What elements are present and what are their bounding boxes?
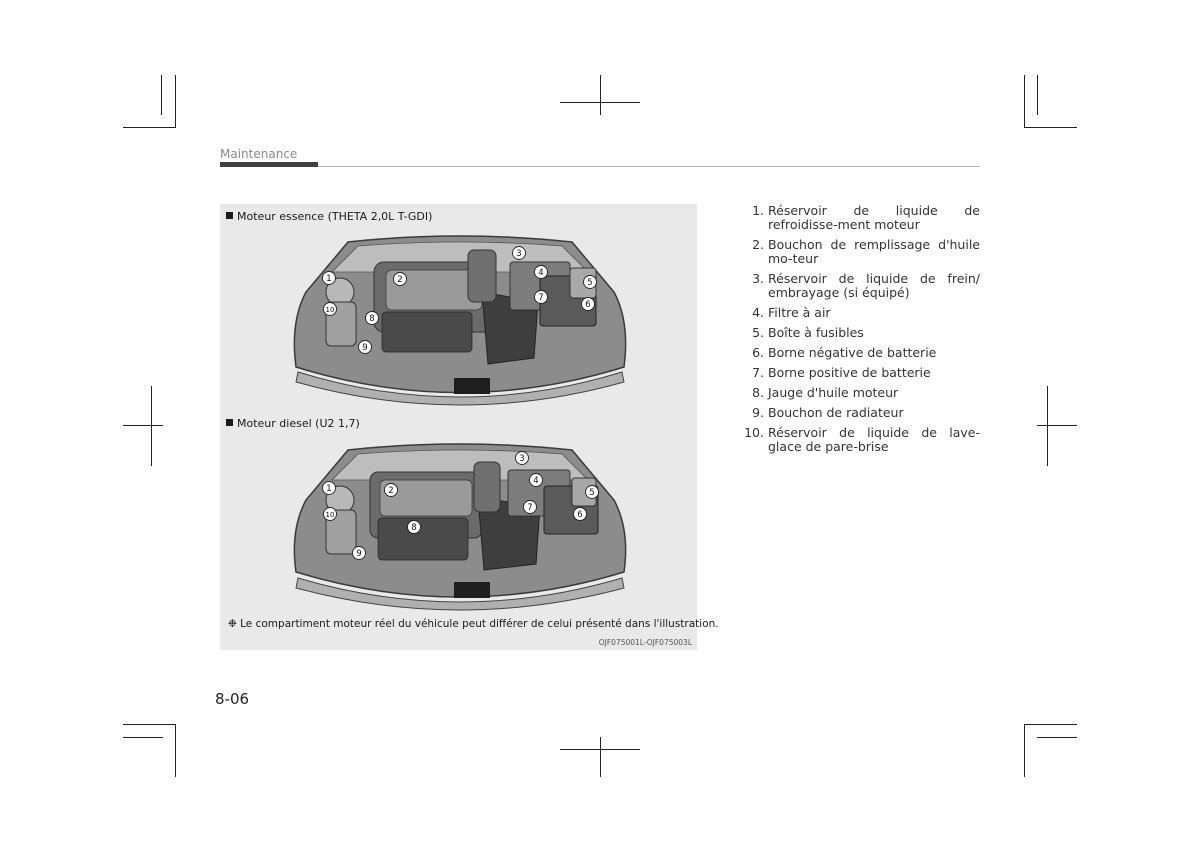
list-item: 8. Jauge d'huile moteur <box>752 385 899 400</box>
list-item: 4. Filtre à air <box>752 305 831 320</box>
page-number: 8-06 <box>215 690 250 708</box>
callout-3: 3 <box>519 454 525 464</box>
figure-code: OJF075001L-OJF075003L <box>598 638 692 647</box>
callout-5: 5 <box>589 488 595 498</box>
list-item: 6. Borne négative de batterie <box>752 345 937 360</box>
callout-9: 9 <box>362 343 368 353</box>
callout-1: 1 <box>326 484 332 494</box>
callout-5: 5 <box>587 278 593 288</box>
list-item: 7. Borne positive de batterie <box>752 365 931 380</box>
header-rule <box>318 166 980 167</box>
gas-engine-caption: Moteur essence (THETA 2,0L T-GDI) <box>226 210 432 223</box>
callout-7: 7 <box>538 293 544 303</box>
list-item: 9. Bouchon de radiateur <box>752 405 904 420</box>
diesel-engine-illustration <box>278 440 642 612</box>
section-title-bar <box>220 162 318 167</box>
component-list <box>740 204 980 460</box>
gasoline-engine-illustration <box>278 232 642 408</box>
callout-2: 2 <box>388 486 394 496</box>
square-bullet-icon <box>226 419 233 426</box>
callout-1: 1 <box>326 274 332 284</box>
callout-8: 8 <box>411 523 417 533</box>
callout-10: 10 <box>325 511 335 519</box>
list-item: 3. Réservoir de liquide de frein/ embrayage (si équipé) <box>752 271 980 300</box>
callout-10: 10 <box>325 306 335 314</box>
callout-6: 6 <box>577 510 583 520</box>
callout-9: 9 <box>356 549 362 559</box>
callout-4: 4 <box>538 268 544 278</box>
square-bullet-icon <box>226 212 233 219</box>
callout-3: 3 <box>516 249 522 259</box>
list-item: 10. Réservoir de liquide de lave-glace de pare-brise <box>744 425 980 454</box>
diesel-engine-caption: Moteur diesel (U2 1,7) <box>226 417 360 430</box>
illustration-note: ❉ Le compartiment moteur réel du véhicule peut différer de celui présenté dans l'illustration. <box>228 618 719 630</box>
callout-6: 6 <box>585 300 591 310</box>
callout-8: 8 <box>369 314 375 324</box>
callout-7: 7 <box>527 503 533 513</box>
callout-2: 2 <box>397 275 403 285</box>
list-item: 1. Réservoir de liquide de refroidisse-ment moteur <box>752 203 980 232</box>
list-item: 5. Boîte à fusibles <box>752 325 864 340</box>
section-title: Maintenance <box>220 147 298 161</box>
list-item: 2. Bouchon de remplissage d'huile mo-teur <box>752 237 980 266</box>
callout-4: 4 <box>533 476 539 486</box>
